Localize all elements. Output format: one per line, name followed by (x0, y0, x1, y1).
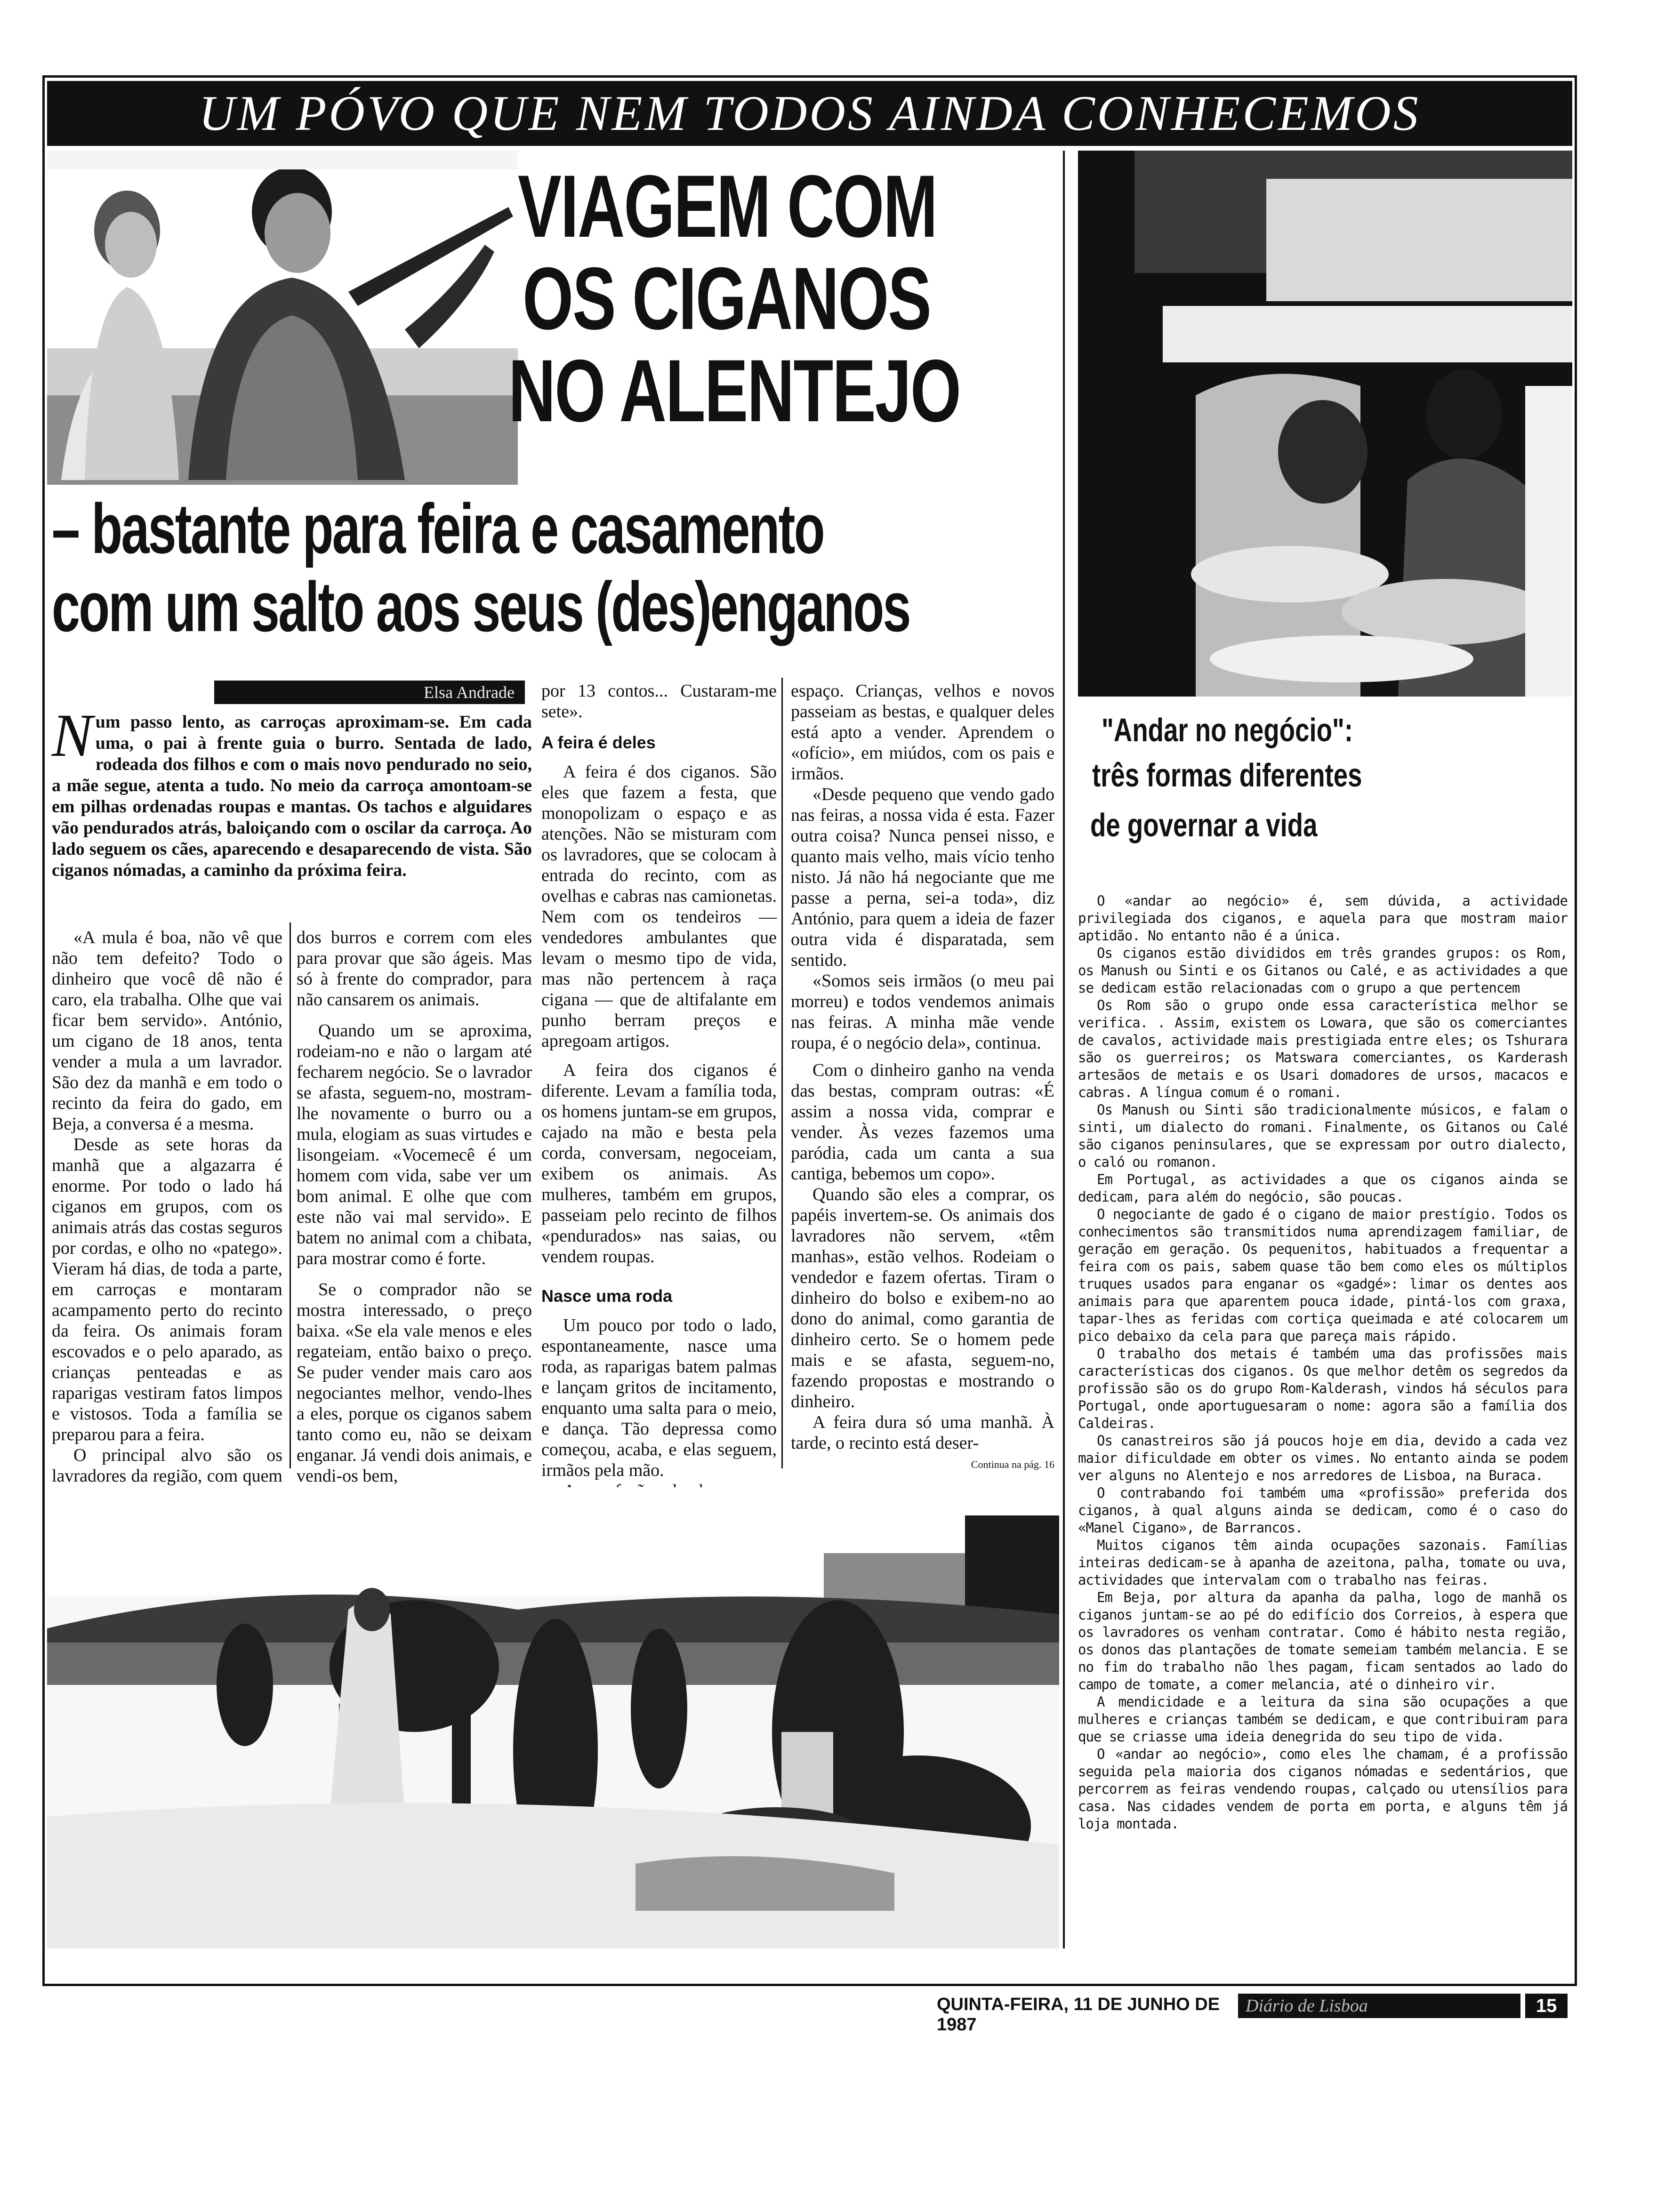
col4-para: «Desde pequeno que vendo gado nas feiras, a nossa vida é esta. Fazer outra coisa? Nunca pensei nisso, e quanto mais velho, mais vício tenho nisto. Já não há negociante que me passe a perna, sei-a toda», diz António, para quem a ideia de fazer outra vida é disparatada, sem sentido. (791, 785, 1054, 970)
page-number: 15 (1525, 1994, 1568, 2018)
sidebar-heading-line-1: "Andar no negócio": (1102, 712, 1353, 748)
sidebar-para: O trabalho dos metais é também uma das profissões mais características dos ciganos. Os que melhor detêm os segredos da profissão são os do grupo Rom-Kalderash, vindos há séculos para Portugal, onde aportuguesaram o nome: agora são a família dos Caldeiras. (1078, 1346, 1568, 1431)
sidebar-para: O «andar ao negócio», como eles lhe chamam, é a profissão seguida pela maioria dos ciganos nómadas e sedentários, que percorrem as feiras vendendo roupas, calçado ou utensílios para casa. Nas cidades vendem de porta em porta, e alguns têm já loja montada. (1078, 1746, 1568, 1832)
col2-para: dos burros e correm com eles para provar que são ágeis. Mas só à frente do comprador, para não cansarem os animais. (297, 928, 532, 1010)
column-rule-2 (781, 678, 783, 1468)
col2-para: Se o comprador não se mostra interessado, o preço baixa. «Se ela vale menos e eles regateiam, então baixo o preço. Se puder vender mais caro aos negociantes melhor, vendo-lhes a eles, porque os ciganos sabem tanto como eu, não se deixam enganar. Já vendi dois animais, e vendi-os bem, (297, 1280, 532, 1486)
sidebar-heading-line-2: três formas diferentes (1092, 757, 1362, 793)
sidebar-para: A mendicidade e a leitura da sina são ocupações a que mulheres e crianças também se dedicam, e que contribuiram para que se criasse uma ideia denegrida do seu tipo de vida. (1078, 1694, 1568, 1745)
article-column-3 (541, 681, 777, 1480)
column-rule-1 (290, 922, 291, 1468)
section-banner (47, 81, 1572, 146)
headline-line-3: NO ALENTEJO (508, 341, 960, 440)
intro-dropcap: N (52, 702, 93, 769)
subtitle-line-2: com um salto aos seus (des)enganos (52, 567, 910, 646)
subhead-nasce-roda: Nasce uma roda (541, 1286, 673, 1306)
sidebar-heading-line-3: de governar a vida (1090, 807, 1318, 843)
col4-para: A feira dura só uma manhã. À tarde, o recinto está deser- (791, 1412, 1054, 1453)
article-column-2 (297, 927, 532, 1486)
col3-para: A feira é dos ciganos. São eles que fazem a festa, que monopolizam o espaço e as atenções. Não se misturam com os lavradores, que se colocam à entrada do recinto, com as ovelhas e cabras nas camionetas. Nem com os tendeiros — vendedores ambulantes que levam o mesmo tipo de vida, mas não pertencem à raça cigana — que de altifalante em punho berram preços e apregoam artigos. (541, 762, 777, 1051)
subtitle-line-1: – bastante para feira e casamento (52, 489, 824, 568)
col1-para: O principal alvo são os lavradores da região, com quem (52, 1445, 282, 1486)
footer-masthead: Diário de Lisboa (1238, 1994, 1520, 2018)
byline: Elsa Andrade (214, 681, 525, 704)
article-column-4 (791, 681, 1054, 1471)
column-rule-3 (1063, 151, 1065, 1948)
col2-para: Quando um se aproxima, rodeiam-no e não o largam até fecharem negócio. Se o lavrador se afasta, seguem-no, mostram-lhe novamente o burro ou a mula, elogiam as suas virtudes e lisongeiam. «Vocemecê é um homem com vida, sabe ver um bom animal. E olhe que com este não vai mal servido». E batem no animal com a chibata, para mostrar como é forte. (297, 1021, 532, 1268)
headline (508, 157, 1036, 499)
col4-para: Com o dinheiro ganho na venda das bestas, compram outras: «É assim a nossa vida, comprar e vender. Às vezes fazemos uma paródia, cada um canta a sua cantiga, bebemos um copo». (791, 1060, 1054, 1184)
sidebar-para: Os canastreiros são já poucos hoje em dia, devido a cada vez maior dificuldade em obter os vimes. No entanto ainda se podem ver alguns no Alentejo e nos arredores de Lisboa, na Buraca. (1078, 1433, 1568, 1483)
col3-para: A feira dos ciganos é diferente. Levam a família toda, os homens juntam-se em grupos, cajado na mão e besta pela corda, conversam, negoceiam, exibem os animais. As mulheres, também em grupos, passeiam pelo recinto de filhos «pendurados» nas saias, ou vendem roupas. (541, 1060, 777, 1266)
col3-para: por 13 contos... Custaram-me sete». (541, 681, 777, 721)
footer-date: QUINTA-FEIRA, 11 DE JUNHO DE 1987 (937, 1995, 1220, 2035)
headline-line-2: OS CIGANOS (523, 249, 931, 348)
col3-para: Um pouco por todo o lado, espontaneamente, nasce uma roda, as raparigas batem palmas e lançam gritos de incitamento, enquanto uma salta para o meio, e dança. Tão depressa como começou, acaba, e elas seguem, irmãos pela mão. (541, 1315, 777, 1480)
sidebar-para: O negociante de gado é o cigano de maior prestígio. Todos os conhecimentos são transmitidos numa aprendizagem familiar, de geração em geração. Os pequenitos, habituados a frequentar a feira com os pais, sabem quase tão bem como eles os múltiplos truques usados para enganar os «gadgé»: limar os dentes aos animais para que aparentem pouca idade, pintá-los com graxa, tapar-lhes as feridas com cortiça queimada e até colocarem um pico debaixo da cela para que pareça mais rápido. (1078, 1206, 1568, 1344)
photo-women (47, 151, 518, 485)
sidebar-heading (1092, 711, 1563, 880)
photo-fair-crowd (47, 1487, 1059, 1948)
intro-paragraph (52, 702, 532, 919)
article-column-1 (52, 927, 282, 1486)
continua-note: Continua na pág. 16 (971, 1459, 1054, 1470)
sidebar-para: Os Manush ou Sinti são tradicionalmente músicos, e falam o sinti, um dialecto do romani. Finalmente, os Gitanos ou Calé são ciganos peninsulares, que se expressam por outro dialecto, o caló ou romanon. (1078, 1102, 1568, 1170)
col4-para: «Somos seis irmãos (o meu pai morreu) e todos vendemos animais nas feiras. A minha mãe vende roupa, é o negócio dela», continua. (791, 971, 1054, 1053)
banner-text: UM PÓVO QUE NEM TODOS AINDA CONHECEMOS (199, 86, 1421, 141)
col1-para: «A mula é boa, não vê que não tem defeito? Todo o dinheiro que você dê não é caro, ela trabalha. Olhe que vai ficar bem servido». António, um cigano de 18 anos, tenta vender a mula a um lavrador. São dez da manhã e em todo o recinto da feira do gado, em Beja, a conversa é a mesma. (52, 928, 282, 1134)
sidebar-para: O contrabando foi também uma «profissão» preferida dos ciganos, à qual alguns ainda se dedicam, como é o caso do «Manel Cigano», de Barrancos. (1078, 1485, 1568, 1536)
col4-para: espaço. Crianças, velhos e novos passeiam as bestas, e qualquer deles está apto a vender. Aprendem o «ofício», em miúdos, com os pais e irmãos. (791, 681, 1054, 784)
col4-para: Quando são eles a comprar, os papéis invertem-se. Os animais dos lavradores não servem, «têm manhas», estão velhos. Rodeiam o vendedor e fazem ofertas. Tiram o dinheiro do bolso e exibem-no ao dono do animal, como garantia de dinheiro certo. Se o homem pede mais e se afasta, seguem-no, fazendo propostas e mostrando o dinheiro. (791, 1185, 1054, 1411)
subhead-a-feira: A feira é deles (541, 733, 656, 752)
sidebar-para: Em Beja, por altura da apanha da palha, logo de manhã os ciganos juntam-se ao pé do edifício dos Correios, à espera que os lavradores os venham contratar. Como é hábito nesta região, os donos das plantações de tomate semeiam também melancia. E se no fim do trabalho não lhes pagam, ficam sentados ao lado do campo de tomate, a comer melancia, até o dinheiro vir. (1078, 1589, 1568, 1692)
sidebar-para: Muitos ciganos têm ainda ocupações sazonais. Famílias inteiras dedicam-se à apanha de azeitona, palha, tomate ou uva, actividades que intervalam com o trabalho nas feiras. (1078, 1537, 1568, 1588)
headline-subtitle (52, 489, 1087, 668)
sidebar-para: Em Portugal, as actividades a que os ciganos ainda se dedicam, para além do negócio, são poucas. (1078, 1171, 1568, 1205)
sidebar-para: Os ciganos estão divididos em três grandes grupos: os Rom, os Manush ou Sinti e os Gitanos ou Calé, e as actividades a que se dedicam estão relacionadas com o grupo a que pertencem (1078, 945, 1568, 996)
sidebar-body (1078, 892, 1568, 1942)
intro-text: um passo lento, as carroças aproximam-se. Em cada uma, o pai à frente guia o burro. Sentada de lado, rodeada dos filhos e com o mais novo pendurado no seio, a mãe segue, atenta a tudo. No meio da carroça amontoam-se em pilhas ordenadas roupas e mantas. Os tachos e alguidares vão pendurados atrás, baloiçando com o oscilar da carroça. Ao lado seguem os cães, aparecendo e desaparecendo de vista. São ciganos nómadas, a caminho da próxima feira. (52, 712, 532, 880)
headline-line-1: VIAGEM COM (518, 157, 937, 256)
sidebar-para: Os Rom são o grupo onde essa característica melhor se verifica. . Assim, existem os Lowara, que são os comerciantes de cavalos, actividade mais prestigiada entre eles; os Tshurara são os guerreiros; os Matswara comerciantes, os Karderash artesãos de metais e os Usari domadores de ursos, macacos e cabras. A língua comum é o romani. (1078, 997, 1568, 1100)
col1-para: Desde as sete horas da manhã que a algazarra é enorme. Por todo o lado há ciganos em grupos, com os animais atrás das costas seguros por cordas, e olho no «patego». Vieram há dias, de toda a parte, em carroças e montaram acampamento perto do recinto da feira. Os animais foram escovados e o pelo aparado, as crianças penteadas e as raparigas vestiram fatos limpos e vistosos. Toda a família se preparou para a feira. (52, 1135, 282, 1444)
photo-market-stall (1078, 151, 1572, 697)
sidebar-para: O «andar ao negócio» é, sem dúvida, a actividade privilegiada dos ciganos, e aquela para que mostram maior aptidão. No entanto não é a única. (1078, 893, 1568, 944)
